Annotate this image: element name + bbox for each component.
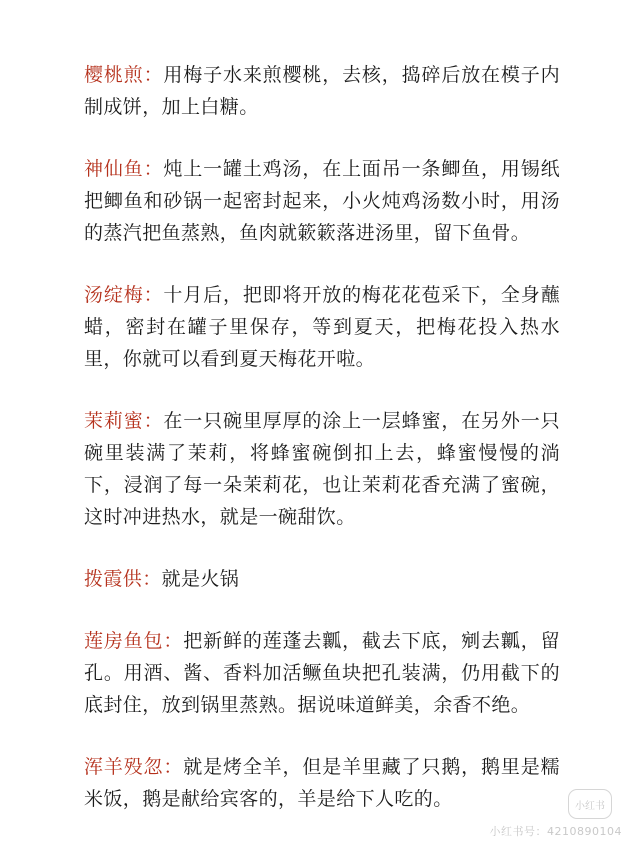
entry-hunyangmohu <box>84 751 560 815</box>
article-body <box>84 40 560 845</box>
entry-colon: ： <box>143 158 164 180</box>
entry-tangzhanmei <box>84 279 560 375</box>
entry-text: 就是烤全羊，但是羊里藏了只鹅，鹅里是糯米饭，鹅是献给宾客的，羊是给下人吃的。 <box>84 756 560 810</box>
entry-text: 就是火锅 <box>161 568 240 590</box>
entry-colon: ： <box>163 630 184 652</box>
entry-term: 莲房鱼包 <box>84 630 164 652</box>
entry-shenxianyu <box>84 153 560 249</box>
entry-colon: ： <box>143 64 164 86</box>
entry-boxiagong <box>84 563 560 595</box>
entry-term: 茉莉蜜 <box>84 410 144 432</box>
entry-lianfangyubao <box>84 625 560 721</box>
entry-term: 拨霞供 <box>84 568 143 590</box>
entry-yingtaojian <box>84 59 560 123</box>
entry-text: 把新鲜的莲蓬去瓤，截去下底，剜去瓤，留孔。用酒、酱、香料加活鳜鱼块把孔装满，仍用截下的底封住，放到锅里蒸熟。据说味道鲜美，余香不绝。 <box>84 630 560 716</box>
watermark-id: 小红书号：4210890104 <box>489 825 622 838</box>
entry-colon: ： <box>143 284 164 306</box>
entry-term: 汤绽梅 <box>84 284 144 306</box>
entry-text: 十月后，把即将开放的梅花花苞采下，全身蘸蜡，密封在罐子里保存，等到夏天，把梅花投入热水里，你就可以看到夏天梅花开啦。 <box>84 284 560 370</box>
entry-term: 浑羊殁忽 <box>84 756 164 778</box>
entry-term: 神仙鱼 <box>84 158 144 180</box>
entry-term: 樱桃煎 <box>84 64 144 86</box>
entry-molimi <box>84 405 560 533</box>
entry-text: 用梅子水来煎樱桃，去核，捣碎后放在模子内制成饼，加上白糖。 <box>84 64 560 118</box>
entry-text: 炖上一罐土鸡汤，在上面吊一条鲫鱼，用锡纸把鲫鱼和砂锅一起密封起来，小火炖鸡汤数小时，用汤的蒸汽把鱼蒸熟，鱼肉就簌簌落进汤里，留下鱼骨。 <box>84 158 560 244</box>
entry-text: 在一只碗里厚厚的涂上一层蜂蜜，在另外一只碗里装满了茉莉，将蜂蜜碗倒扣上去，蜂蜜慢慢的淌下，浸润了每一朵茉莉花，也让茉莉花香充满了蜜碗，这时冲进热水，就是一碗甜饮。 <box>84 410 560 528</box>
entry-colon: ： <box>142 568 162 590</box>
watermark-logo: 小红书 <box>568 789 612 819</box>
entry-colon: ： <box>163 756 184 778</box>
entry-colon: ： <box>143 410 164 432</box>
